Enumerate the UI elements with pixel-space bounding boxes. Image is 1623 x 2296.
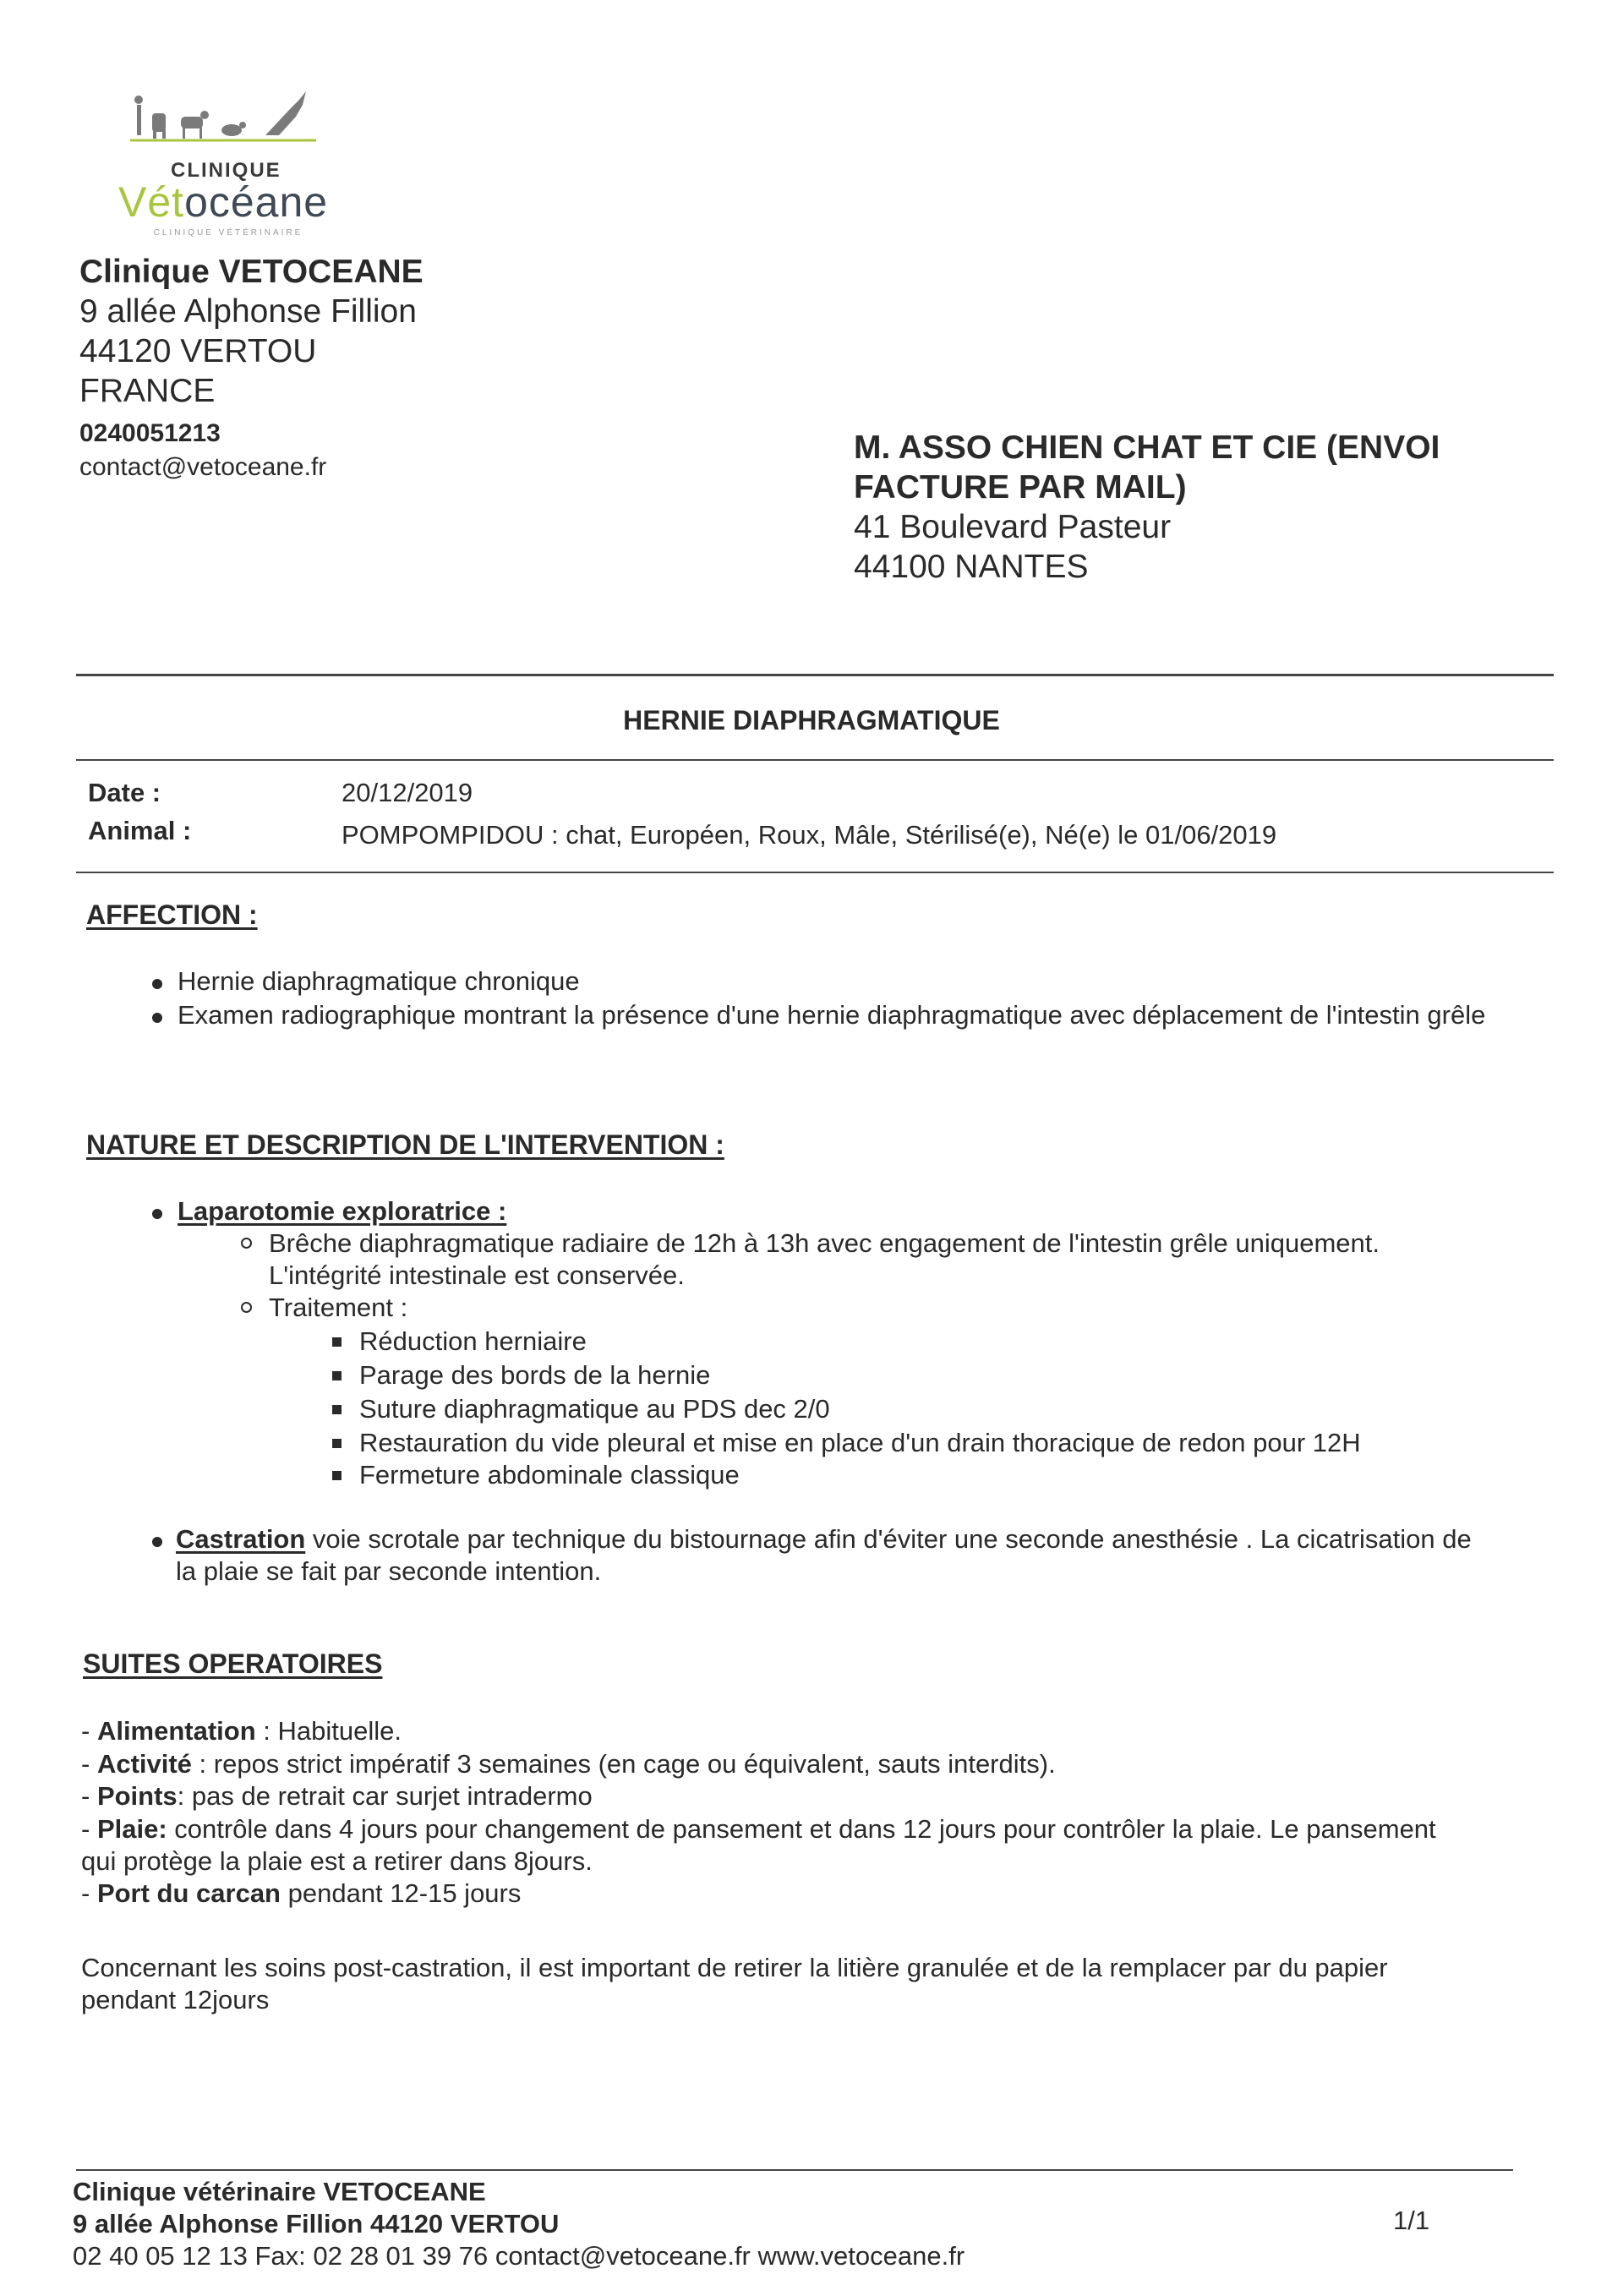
title-divider — [76, 759, 1554, 761]
sender-country: FRANCE — [79, 373, 216, 409]
footer-address: 9 allée Alphonse Fillion 44120 VERTOU — [73, 2209, 560, 2239]
circle-bullet-icon — [241, 1238, 252, 1249]
bullet-icon — [152, 1537, 162, 1547]
suite-activite — [81, 1748, 1056, 1780]
points-label: Points — [96, 1781, 178, 1811]
sender-name: Clinique VETOCEANE — [79, 254, 424, 290]
square-bullet-icon — [332, 1337, 342, 1347]
breche-line2: L'intégrité intestinale est conservée. — [269, 1260, 685, 1290]
affection-item: Examen radiographique montrant la présence d'une hernie diaphragmatique avec déplacement de l'intestin grêle — [178, 1000, 1486, 1030]
affection-item: Hernie diaphragmatique chronique — [178, 966, 580, 996]
sender-email[interactable]: contact@vetoceane.fr — [79, 453, 327, 481]
recipient-city: 44100 NANTES — [854, 549, 1089, 585]
traitement-item: Suture diaphragmatique au PDS dec 2/0 — [359, 1394, 830, 1424]
traitement-item: Restauration du vide pleural et mise en place d'un drain thoracique de redon pour 12H — [359, 1428, 1361, 1457]
page-number: 1/1 — [1393, 2206, 1430, 2235]
sender-street: 9 allée Alphonse Fillion — [79, 293, 417, 330]
castration-line1 — [176, 1523, 1472, 1555]
carcan-label: Port du carcan — [96, 1878, 281, 1908]
footer-clinic-name: Clinique vétérinaire VETOCEANE — [73, 2177, 486, 2206]
dash: - — [81, 1878, 97, 1908]
header-divider — [76, 674, 1554, 676]
activite-text: : repos strict impératif 3 semaines (en cage ou équivalent, sauts interdits). — [191, 1749, 1056, 1779]
logo-tagline: CLINIQUE VÉTÉRINAIRE — [153, 228, 303, 238]
traitement-label: Traitement : — [269, 1293, 408, 1322]
info-divider — [76, 872, 1554, 873]
breche-line1: Brêche diaphragmatique radiaire de 12h à 13h avec engagement de l'intestin grêle uniquement. — [269, 1228, 1380, 1258]
castration-line2: la plaie se fait par seconde intention. — [176, 1556, 602, 1586]
sender-phone: 0240051213 — [79, 419, 221, 447]
suite-points — [81, 1780, 593, 1812]
recipient-name-line1: M. ASSO CHIEN CHAT ET CIE (ENVOI — [854, 429, 1440, 466]
traitement-item: Fermeture abdominale classique — [359, 1460, 740, 1490]
dash: - — [81, 1781, 97, 1811]
bullet-icon — [152, 1013, 162, 1023]
bullet-icon — [152, 979, 162, 989]
circle-bullet-icon — [241, 1302, 252, 1313]
suite-alimentation — [81, 1715, 402, 1747]
activite-label: Activité — [96, 1749, 192, 1779]
alimentation-text: : Habituelle. — [255, 1716, 402, 1746]
sender-city: 44120 VERTOU — [79, 333, 317, 369]
suite-plaie — [81, 1813, 1436, 1845]
suite-carcan — [81, 1878, 521, 1910]
plaie-line2: qui protège la plaie est a retirer dans 8jours. — [81, 1846, 593, 1876]
date-value: 20/12/2019 — [342, 778, 473, 807]
recipient-name-line2: FACTURE PAR MAIL) — [854, 469, 1187, 506]
square-bullet-icon — [332, 1405, 342, 1414]
sender-address-block — [79, 252, 424, 411]
square-bullet-icon — [332, 1471, 342, 1480]
square-bullet-icon — [332, 1371, 342, 1380]
postcastration-note-line1: Concernant les soins post-castration, il est important de retirer la litière granulée et de la remplacer par du papier — [81, 1953, 1388, 1982]
dash: - — [81, 1814, 97, 1844]
date-label: Date : — [88, 778, 161, 807]
suites-heading: SUITES OPERATOIRES — [83, 1648, 383, 1679]
footer-contact: 02 40 05 12 13 Fax: 02 28 01 39 76 contact@vetoceane.fr www.vetoceane.fr — [73, 2241, 965, 2271]
animal-label: Animal : — [88, 816, 192, 845]
laparotomie-heading: Laparotomie exploratrice : — [178, 1196, 507, 1226]
points-text: : pas de retrait car surjet intradermo — [177, 1781, 593, 1811]
castration-text: voie scrotale par technique du bistournage afin d'éviter une seconde anesthésie . La cicatrisation de — [305, 1524, 1472, 1554]
carcan-text: pendant 12-15 jours — [281, 1878, 522, 1908]
affection-heading: AFFECTION : — [86, 899, 258, 930]
postcastration-note-line2: pendant 12jours — [81, 1985, 270, 2014]
recipient-address-block — [854, 428, 1440, 587]
traitement-item: Réduction herniaire — [359, 1326, 587, 1356]
bullet-icon — [152, 1209, 162, 1219]
castration-label: Castration — [176, 1524, 306, 1554]
clinic-logo — [118, 83, 338, 243]
square-bullet-icon — [332, 1439, 342, 1448]
animal-silhouettes-icon — [130, 83, 325, 142]
dash: - — [81, 1749, 97, 1779]
alimentation-label: Alimentation — [96, 1716, 256, 1746]
logo-brand-part1: Vét — [118, 178, 185, 226]
document-title: HERNIE DIAPHRAGMATIQUE — [623, 705, 1000, 735]
logo-brand — [118, 178, 328, 227]
recipient-street: 41 Boulevard Pasteur — [854, 509, 1172, 545]
logo-brand-part2: océane — [184, 178, 329, 226]
plaie-label: Plaie: — [96, 1814, 167, 1844]
intervention-heading: NATURE ET DESCRIPTION DE L'INTERVENTION : — [86, 1129, 724, 1160]
plaie-text: contrôle dans 4 jours pour changement de pansement et dans 12 jours pour contrôler la plaie. Le pansement — [167, 1814, 1436, 1844]
logo-clinique-word: CLINIQUE — [171, 159, 281, 182]
dash: - — [81, 1716, 97, 1746]
animal-value: POMPOMPIDOU : chat, Européen, Roux, Mâle, Stérilisé(e), Né(e) le 01/06/2019 — [342, 820, 1277, 850]
traitement-item: Parage des bords de la hernie — [359, 1360, 711, 1390]
footer-divider — [76, 2169, 1513, 2171]
